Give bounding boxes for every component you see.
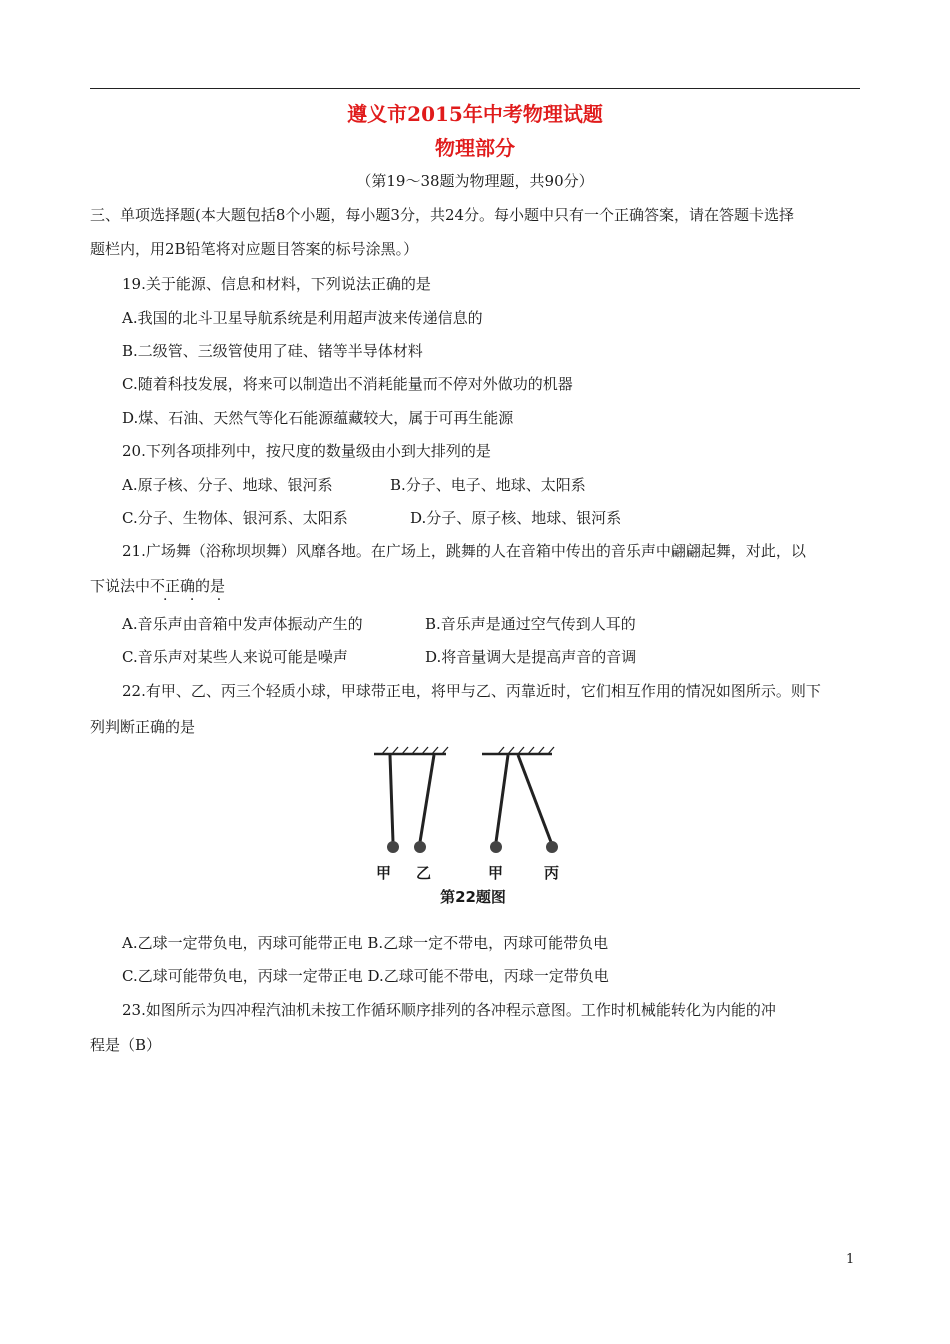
q22-options-ab: A.乙球一定带负电，丙球可能带正电 B.乙球一定不带电，丙球可能带负电 (122, 934, 609, 952)
q20-option-a: A.原子核、分子、地球、银河系 (122, 476, 333, 494)
section-instruction-line2: 题栏内，用2B铅笔将对应题目答案的标号涂黑。） (90, 240, 419, 258)
figure-caption: 第22题图 (440, 888, 506, 906)
q21-option-a: A.音乐声由音箱中发声体振动产生的 (122, 615, 363, 633)
q22-stem-line1: 22.有甲、乙、丙三个轻质小球，甲球带正电，将甲与乙、丙靠近时，它们相互作用的情况如图所示。则下 (122, 682, 821, 700)
label-bing: 丙 (544, 864, 560, 882)
q23-stem-line1: 23.如图所示为四冲程汽油机未按工作循环顺序排列的各冲程示意图。工作时机械能转化为内能的冲 (122, 1001, 776, 1019)
q22-figure (368, 746, 578, 912)
ball-yi (414, 841, 426, 853)
q19-option-b: B.二级管、三级管使用了硅、锗等半导体材料 (122, 342, 423, 360)
q22-stem-line2: 列判断正确的是 (90, 718, 196, 736)
label-jia-left: 甲 (376, 864, 392, 882)
q22-options-cd: C.乙球可能带负电，丙球一定带正电 D.乙球可能不带电，丙球一定带负电 (122, 967, 609, 985)
pendulum-strings (390, 755, 551, 842)
q20-option-c: C.分子、生物体、银河系、太阳系 (122, 509, 348, 527)
q23-stem-line2: 程是（B） (90, 1036, 162, 1054)
q20-option-d: D.分子、原子核、地球、银河系 (410, 509, 622, 527)
page-number: 1 (846, 1252, 855, 1267)
section-instruction-line1: 三、单项选择题(本大题包括8个小题，每小题3分，共24分。每小题中只有一个正确答案，请在答题卡选择 (90, 206, 795, 224)
q20-stem: 20.下列各项排列中，按尺度的数量级由小到大排列的是 (122, 442, 491, 460)
ball-bing (546, 841, 558, 853)
q21-stem-line1: 21.广场舞（浴称坝坝舞）风靡各地。在广场上，跳舞的人在音箱中传出的音乐声中翩翩起舞，对此，以 (122, 542, 806, 560)
exam-title: 遵义市2015年中考物理试题 (347, 102, 603, 126)
exam-note: （第19～38题为物理题，共90分） (356, 172, 594, 190)
q21-option-d: D.将音量调大是提高声音的音调 (425, 648, 637, 666)
q21-option-c: C.音乐声对某些人来说可能是噪声 (122, 648, 348, 666)
q21-stem-line2: 下说法中不正确的是 (90, 577, 226, 595)
q21-option-b: B.音乐声是通过空气传到人耳的 (425, 615, 636, 633)
q19-option-d: D.煤、石油、天然气等化石能源蕴藏较大，属于可再生能源 (122, 409, 514, 427)
ball-jia-right (490, 841, 502, 853)
q19-option-a: A.我国的北斗卫星导航系统是利用超声波来传递信息的 (122, 309, 483, 327)
q19-stem: 19.关于能源、信息和材料，下列说法正确的是 (122, 275, 431, 293)
exam-subtitle: 物理部分 (435, 136, 515, 160)
q19-option-c: C.随着科技发展，将来可以制造出不消耗能量而不停对外做功的机器 (122, 375, 573, 393)
emphasis-dots: · · · (163, 592, 231, 608)
q20-option-b: B.分子、电子、地球、太阳系 (390, 476, 586, 494)
label-jia-right: 甲 (488, 864, 504, 882)
header-rule (90, 88, 860, 89)
label-yi: 乙 (416, 864, 432, 882)
ball-jia-left (387, 841, 399, 853)
